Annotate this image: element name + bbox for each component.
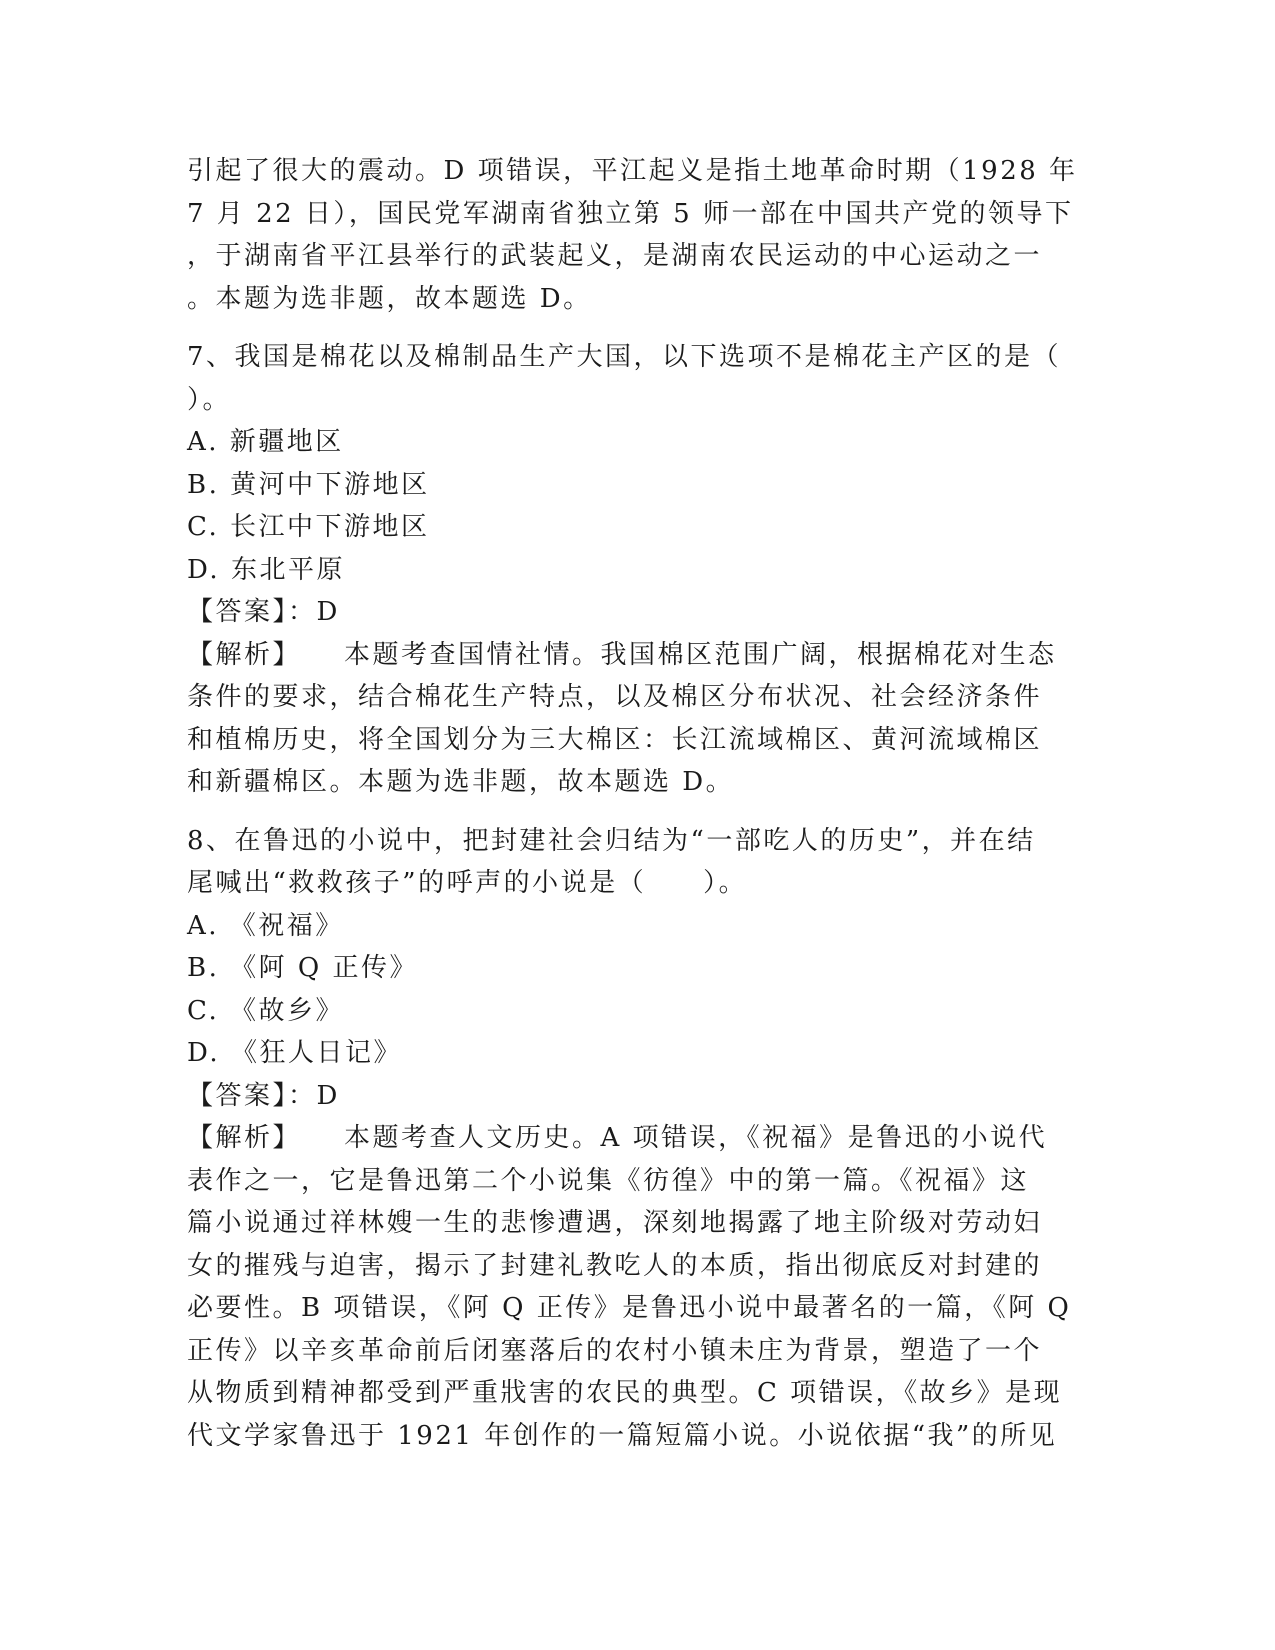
- option-a: A. 新疆地区: [187, 427, 344, 457]
- question-stem-line: 8、在鲁迅的小说中，把封建社会归结为“一部吃人的历史”，并在结: [187, 825, 1036, 856]
- analysis-line: 条件的要求，结合棉花生产特点，以及棉区分布状况、社会经济条件: [187, 682, 1043, 712]
- option-d: D. 东北平原: [187, 554, 345, 585]
- question-stem-line: ）。: [187, 384, 232, 415]
- option-d: D. 《狂人日记》: [187, 1038, 402, 1068]
- question-stem-line: 7、我国是棉花以及棉制品生产大国，以下选项不是棉花主产区的是（: [187, 342, 1062, 372]
- analysis-line: 【解析】 本题考查人文历史。A 项错误，《祝福》是鲁迅的小说代: [187, 1123, 1048, 1153]
- analysis-line: 表作之一，它是鲁迅第二个小说集《彷徨》中的第一篇。《祝福》这: [187, 1165, 1030, 1196]
- option-b: B. 《阿 Q 正传》: [187, 953, 418, 983]
- analysis-line: ，于湖南省平江县举行的武装起义，是湖南农民运动的中心运动之一: [187, 241, 1043, 271]
- analysis-line: 引起了很大的震动。D 项错误，平江起义是指土地革命时期（1928 年: [187, 156, 1078, 186]
- page-content: [187, 150, 1087, 1457]
- analysis-line: 篇小说通过祥林嫂一生的悲惨遭遇，深刻地揭露了地主阶级对劳动妇: [187, 1208, 1043, 1238]
- question-stem-line: 尾喊出“救救孩子”的呼声的小说是（ ）。: [187, 868, 748, 898]
- analysis-line: 7 月 22 日），国民党军湖南省独立第 5 师一部在中国共产党的领导下: [187, 198, 1074, 229]
- answer-line: 【答案】：D: [187, 597, 340, 627]
- paragraph-gap: [187, 804, 1087, 820]
- question-7: [187, 336, 1087, 804]
- option-c: C. 《故乡》: [187, 995, 344, 1026]
- analysis-line: 代文学家鲁迅于 1921 年创作的一篇短篇小说。小说依据“我”的所见: [187, 1420, 1058, 1451]
- previous-question-analysis: [187, 150, 1087, 320]
- analysis-line: 必要性。B 项错误，《阿 Q 正传》是鲁迅小说中最著名的一篇，《阿 Q: [187, 1293, 1072, 1323]
- analysis-line: 从物质到精神都受到严重戕害的农民的典型。C 项错误，《故乡》是现: [187, 1378, 1063, 1408]
- analysis-line: 女的摧残与迫害，揭示了封建礼教吃人的本质，指出彻底反对封建的: [187, 1250, 1043, 1281]
- question-8: [187, 820, 1087, 1458]
- paragraph-gap: [187, 320, 1087, 336]
- analysis-line: 和新疆棉区。本题为选非题，故本题选 D。: [187, 767, 735, 797]
- option-a: A. 《祝福》: [187, 910, 344, 941]
- analysis-line: 和植棉历史，将全国划分为三大棉区：长江流域棉区、黄河流域棉区: [187, 724, 1043, 755]
- analysis-line: 【解析】 本题考查国情社情。我国棉区范围广阔，根据棉花对生态: [187, 639, 1057, 670]
- analysis-line: 。本题为选非题，故本题选 D。: [187, 283, 592, 314]
- option-b: B. 黄河中下游地区: [187, 469, 430, 500]
- analysis-line: 正传》以辛亥革命前后闭塞落后的农村小镇未庄为背景，塑造了一个: [187, 1335, 1043, 1366]
- answer-line: 【答案】：D: [187, 1080, 340, 1111]
- option-c: C. 长江中下游地区: [187, 512, 430, 542]
